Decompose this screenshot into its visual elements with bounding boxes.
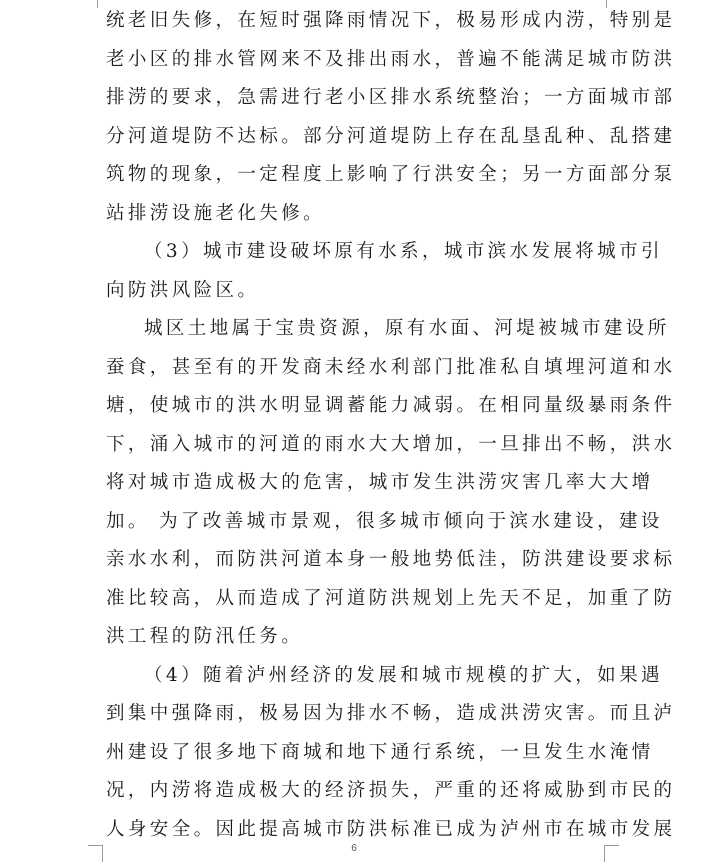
text-line: 老小区的排水管网来不及排出雨水，普遍不能满足城市防洪 (106, 48, 676, 70)
text-line: 筑物的现象，一定程度上影响了行洪安全；另一方面部分泵 (106, 164, 676, 185)
text-line: 准比较高，从而造成了河道防洪规划上先天不足，加重了防 (106, 587, 676, 609)
text-line: 蚕食，甚至有的开发商未经水利部门批准私自填埋河道和水 (106, 356, 676, 378)
top-right-crop-mark (606, 0, 615, 8)
text-line: 州建设了很多地下商城和地下通行系统，一旦发生水淹情 (106, 741, 654, 763)
section-heading-4: （4）随着泸州经济的发展和城市规模的扩大，如果遇 (144, 664, 663, 686)
text-line: 将对城市造成极大的危害，城市发生洪涝灾害几率大大增 (106, 472, 654, 493)
text-line: 排涝的要求，急需进行老小区排水系统整治；一方面城市部 (106, 87, 676, 108)
top-left-crop-mark (89, 0, 98, 8)
text-line: 统老旧失修，在短时强降雨情况下，极易形成内涝，特别是 (106, 10, 676, 31)
paragraph-start: 城区土地属于宝贵资源，原有水面、河堤被城市建设所 (144, 318, 670, 339)
text-line: 亲水水利，而防洪河道本身一般地势低洼，防洪建设要求标 (106, 549, 676, 570)
text-line: 到集中强降雨，极易因为排水不畅，造成洪涝灾害。而且泸 (106, 703, 676, 724)
text-line: 加。 为了改善城市景观，很多城市倾向于滨水建设，建设 (106, 510, 663, 532)
body-text (106, 2, 676, 849)
page-number: 6 (351, 843, 357, 854)
section-heading-3: （3）城市建设破坏原有水系，城市滨水发展将城市引 (144, 241, 663, 262)
text-line: 塘，使城市的洪水明显调蓄能力减弱。在相同量级暴雨条件 (106, 395, 676, 416)
text-line: 下，涌入城市的河道的雨水大大增加，一旦排出不畅，洪水 (106, 433, 676, 455)
text-line: 洪工程的防汛任务。 (106, 626, 304, 647)
text-line: 人身安全。因此提高城市防洪标准已成为泸州市在城市发展 (106, 818, 676, 840)
text-line: 站排涝设施老化失修。 (106, 202, 326, 224)
text-line: 向防洪风险区。 (106, 279, 260, 301)
text-line: 况，内涝将造成极大的经济损失，严重的还将威胁到市民的 (106, 780, 676, 801)
text-line: 分河道堤防不达标。部分河道堤防上存在乱垦乱种、乱搭建 (106, 125, 676, 147)
